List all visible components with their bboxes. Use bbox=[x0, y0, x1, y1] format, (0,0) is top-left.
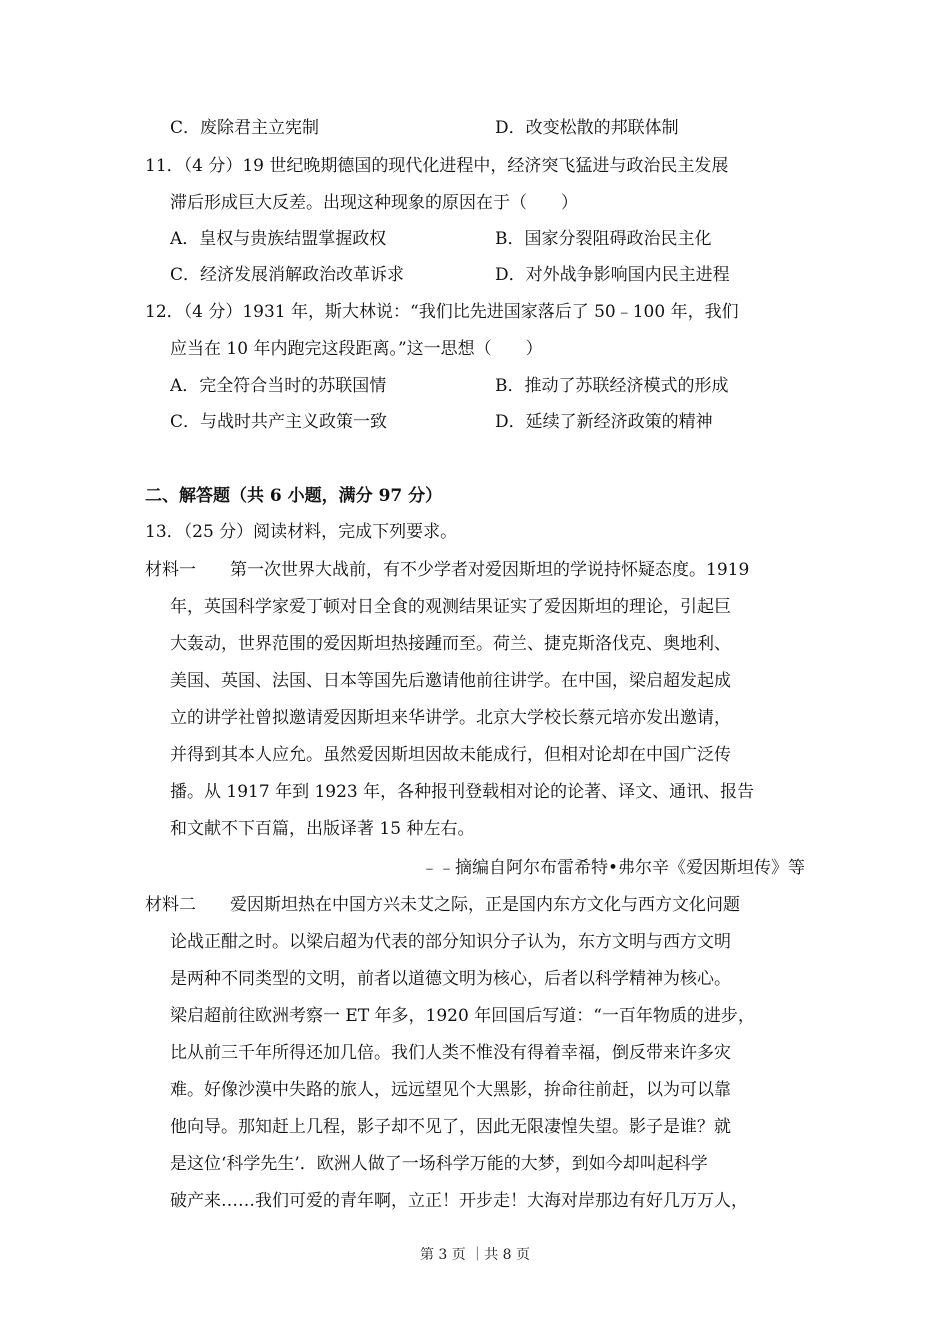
q10-option-c: C．废除君主立宪制 bbox=[170, 118, 320, 138]
material-one-line: 材料一 第一次世界大战前，有不少学者对爱因斯坦的学说持怀疑态度。1919 bbox=[145, 560, 750, 580]
material-two-line: 是这位‘科学先生’．欧洲人做了一场科学万能的大梦，到如今却叫起科学 bbox=[170, 1154, 708, 1174]
section-heading: 二、解答题（共 6 小题，满分 97 分） bbox=[145, 486, 443, 506]
q11-option-c: C．经济发展消解政治改革诉求 bbox=[170, 265, 405, 285]
material-two-line: 梁启超前往欧洲考察一 ET 年多，1920 年回国后写道：“一百年物质的进步， bbox=[170, 1006, 755, 1026]
material-one-line: 大轰动，世界范围的爱因斯坦热接踵而至。荷兰、捷克斯洛伐克、奥地利、 bbox=[170, 634, 731, 654]
q11-stem-line2: 滞后形成巨大反差。出现这种现象的原因在于（ ） bbox=[170, 193, 578, 213]
material-one-line: 年，英国科学家爱丁顿对日全食的观测结果证实了爱因斯坦的理论，引起巨 bbox=[170, 597, 731, 617]
page-footer: 第 3 页 ｜共 8 页 bbox=[419, 1247, 531, 1263]
material-two-line: 比从前三千年所得还加几倍。我们人类不惟没有得着幸福，倒反带来许多灾 bbox=[170, 1043, 731, 1063]
q12-option-a: A．完全符合当时的苏联国情 bbox=[170, 376, 387, 396]
q13-intro: 13．（25 分）阅读材料，完成下列要求。 bbox=[145, 522, 458, 542]
q11-option-d: D．对外战争影响国内民主进程 bbox=[495, 265, 730, 285]
material-one-line: 美国、英国、法国、日本等国先后邀请他前往讲学。在中国，梁启超发起成 bbox=[170, 671, 731, 691]
material-one-source: ﹣﹣摘编自阿尔布雷希特•弗尔辛《爱因斯坦传》等 bbox=[420, 858, 805, 878]
q12-option-b: B．推动了苏联经济模式的形成 bbox=[495, 376, 729, 396]
q12-stem-line1: 12．（4 分）1931 年，斯大林说：“我们比先进国家落后了 50﹣100 年，我们 bbox=[145, 302, 739, 322]
material-one-line: 立的讲学社曾拟邀请爱因斯坦来华讲学。北京大学校长蔡元培亦发出邀请， bbox=[170, 708, 731, 728]
material-two-line: 他向导。那知赶上几程，影子却不见了，因此无限凄惶失望。影子是谁？就 bbox=[170, 1117, 731, 1137]
q12-option-d: D．延续了新经济政策的精神 bbox=[495, 412, 713, 432]
q11-option-a: A．皇权与贵族结盟掌握政权 bbox=[170, 229, 387, 249]
q11-option-b: B．国家分裂阻碍政治民主化 bbox=[495, 229, 712, 249]
material-two-line: 是两种不同类型的文明，前者以道德文明为核心，后者以科学精神为核心。 bbox=[170, 969, 731, 989]
material-one-line: 播。从 1917 年到 1923 年，各种报刊登载相对论的论著、译文、通讯、报告 bbox=[170, 782, 755, 802]
q11-stem-line1: 11．（4 分）19 世纪晚期德国的现代化进程中，经济突飞猛进与政治民主发展 bbox=[145, 156, 729, 176]
material-one-line: 并得到其本人应允。虽然爱因斯坦因故未能成行，但相对论却在中国广泛传 bbox=[170, 745, 731, 765]
material-two-line: 论战正酣之时。以梁启超为代表的部分知识分子认为，东方文明与西方文明 bbox=[170, 932, 731, 952]
q12-option-c: C．与战时共产主义政策一致 bbox=[170, 412, 388, 432]
material-two-line: 难。好像沙漠中失路的旅人，远远望见个大黑影，拚命往前赶，以为可以靠 bbox=[170, 1080, 731, 1100]
material-two-line: 材料二 爱因斯坦热在中国方兴未艾之际，正是国内东方文化与西方文化问题 bbox=[145, 895, 740, 915]
q10-option-d: D．改变松散的邦联体制 bbox=[495, 118, 679, 138]
material-two-line: 破产来……我们可爱的青年啊，立正！开步走！大海对岸那边有好几万万人， bbox=[170, 1191, 748, 1211]
material-one-line: 和文献不下百篇，出版译著 15 种左右。 bbox=[170, 819, 475, 839]
q12-stem-line2: 应当在 10 年内跑完这段距离。”这一思想（ ） bbox=[170, 339, 543, 359]
